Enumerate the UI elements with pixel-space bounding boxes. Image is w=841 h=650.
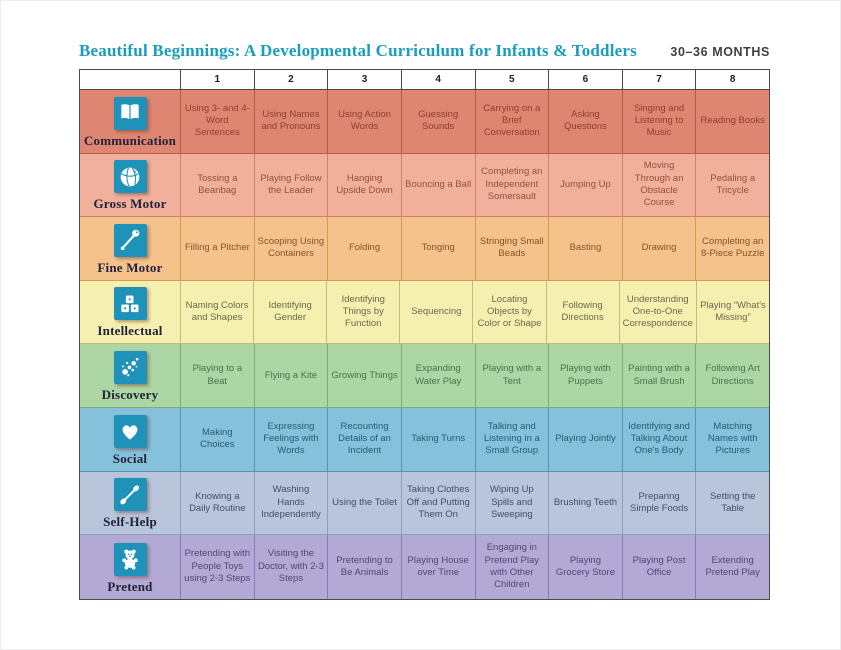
- row-label: Self-Help: [103, 514, 157, 530]
- title-bar: [79, 41, 770, 61]
- column-header-row: [80, 70, 769, 90]
- column-header: 3: [327, 70, 401, 89]
- activity-cell: Following Art Directions: [695, 344, 769, 407]
- row-gross-motor: [80, 154, 769, 218]
- curriculum-table: [79, 69, 770, 600]
- activity-cell: Engaging in Pretend Play with Other Children: [475, 535, 549, 599]
- column-header: 6: [548, 70, 622, 89]
- activity-cell: Taking Turns: [401, 408, 475, 471]
- activity-cell: Visiting the Doctor, with 2-3 Steps: [254, 535, 328, 599]
- activity-cell: Pretending to Be Animals: [327, 535, 401, 599]
- activity-cell: Locating Objects by Color or Shape: [472, 281, 545, 344]
- column-header: 7: [622, 70, 696, 89]
- row-label-cell: [80, 408, 180, 471]
- activity-cell: Playing “What's Missing”: [696, 281, 769, 344]
- activity-cell: Brushing Teeth: [548, 472, 622, 535]
- blocks-icon: [114, 287, 147, 320]
- activity-cell: Preparing Simple Foods: [622, 472, 696, 535]
- activity-cell: Washing Hands Independently: [254, 472, 328, 535]
- row-label: Intellectual: [97, 323, 163, 339]
- row-label-cell: [80, 90, 180, 153]
- activity-cell: Identifying and Talking About One's Body: [622, 408, 696, 471]
- activity-cell: Knowing a Daily Routine: [180, 472, 254, 535]
- activity-cell: Recounting Details of an Incident: [327, 408, 401, 471]
- activity-cell: Setting the Table: [695, 472, 769, 535]
- activity-cell: Painting with a Small Brush: [622, 344, 696, 407]
- activity-cell: Extending Pretend Play: [695, 535, 769, 599]
- activity-cell: Flying a Kite: [254, 344, 328, 407]
- activity-cell: Scooping Using Containers: [254, 217, 328, 280]
- activity-cell: Using 3- and 4- Word Sentences: [180, 90, 254, 153]
- activity-cell: Matching Names with Pictures: [695, 408, 769, 471]
- activity-cell: Talking and Listening in a Small Group: [475, 408, 549, 471]
- row-intellectual: [80, 281, 769, 345]
- header-corner-cell: [80, 70, 180, 89]
- activity-cell: Using Action Words: [327, 90, 401, 153]
- page-title: Beautiful Beginnings: A Developmental Curriculum for Infants & Toddlers: [79, 41, 637, 60]
- activity-cell: Expanding Water Play: [401, 344, 475, 407]
- activity-cell: Playing with Puppets: [548, 344, 622, 407]
- activity-cell: Completing an 8-Piece Puzzle: [695, 217, 769, 280]
- activity-cell: Using Names and Pronouns: [254, 90, 328, 153]
- activity-cell: Hanging Upside Down: [327, 154, 401, 217]
- activity-cell: Basting: [548, 217, 622, 280]
- row-label: Pretend: [107, 578, 153, 594]
- activity-cell: Playing to a Beat: [180, 344, 254, 407]
- heart-icon: [114, 415, 147, 448]
- column-header: 1: [180, 70, 254, 89]
- row-discovery: [80, 344, 769, 408]
- activity-cell: Tonging: [401, 217, 475, 280]
- column-header: 8: [695, 70, 769, 89]
- activity-cell: Naming Colors and Shapes: [180, 281, 253, 344]
- row-self-help: [80, 472, 769, 536]
- activity-cell: Completing an Independent Somersault: [475, 154, 549, 217]
- activity-cell: Tossing a Beanbag: [180, 154, 254, 217]
- activity-cell: Moving Through an Obstacle Course: [622, 154, 696, 217]
- activity-cell: Identifying Things by Function: [326, 281, 399, 344]
- activity-cell: Filling a Pitcher: [180, 217, 254, 280]
- activity-cell: Folding: [327, 217, 401, 280]
- row-pretend: [80, 535, 769, 599]
- activity-cell: Using the Toilet: [327, 472, 401, 535]
- activity-cell: Jumping Up: [548, 154, 622, 217]
- activity-cell: Making Choices: [180, 408, 254, 471]
- row-social: [80, 408, 769, 472]
- activity-cell: Pedaling a Tricycle: [695, 154, 769, 217]
- activity-cell: Identifying Gender: [253, 281, 326, 344]
- row-label-cell: [80, 535, 180, 599]
- row-label-cell: [80, 154, 180, 217]
- row-label-cell: [80, 281, 180, 344]
- activity-cell: Asking Questions: [548, 90, 622, 153]
- activity-cell: Stringing Small Beads: [475, 217, 549, 280]
- row-label: Fine Motor: [97, 259, 163, 275]
- row-fine-motor: [80, 217, 769, 281]
- row-label-cell: [80, 217, 180, 280]
- column-header: 5: [475, 70, 549, 89]
- activity-cell: Playing with a Tent: [475, 344, 549, 407]
- book-icon: [114, 97, 147, 130]
- column-header: 4: [401, 70, 475, 89]
- column-header: 2: [254, 70, 328, 89]
- activity-cell: Playing Jointly: [548, 408, 622, 471]
- month-range: 30–36 MONTHS: [670, 45, 770, 59]
- rattle-icon: [114, 224, 147, 257]
- bubbles-icon: [114, 351, 147, 384]
- activity-cell: Singing and Listening to Music: [622, 90, 696, 153]
- row-communication: [80, 90, 769, 154]
- activity-cell: Wiping Up Spills and Sweeping: [475, 472, 549, 535]
- spoon-icon: [114, 478, 147, 511]
- activity-cell: Reading Books: [695, 90, 769, 153]
- row-label: Gross Motor: [93, 196, 167, 212]
- activity-cell: Playing Follow the Leader: [254, 154, 328, 217]
- activity-cell: Sequencing: [399, 281, 472, 344]
- activity-cell: Pretending with People Toys using 2-3 Steps: [180, 535, 254, 599]
- row-label-cell: [80, 344, 180, 407]
- teddy-bear-icon: [114, 543, 147, 576]
- ball-icon: [114, 160, 147, 193]
- activity-cell: Playing Post Office: [622, 535, 696, 599]
- activity-cell: Expressing Feelings with Words: [254, 408, 328, 471]
- activity-cell: Playing Grocery Store: [548, 535, 622, 599]
- activity-cell: Guessing Sounds: [401, 90, 475, 153]
- activity-cell: Bouncing a Ball: [401, 154, 475, 217]
- activity-cell: Playing House over Time: [401, 535, 475, 599]
- activity-cell: Taking Clothes Off and Putting Them On: [401, 472, 475, 535]
- activity-cell: Drawing: [622, 217, 696, 280]
- row-label: Social: [112, 450, 148, 466]
- row-label: Discovery: [101, 386, 159, 402]
- activity-cell: Following Directions: [546, 281, 619, 344]
- activity-cell: Understanding One-to-One Correspondence: [619, 281, 696, 344]
- row-label: Communication: [83, 132, 177, 148]
- row-label-cell: [80, 472, 180, 535]
- activity-cell: Growing Things: [327, 344, 401, 407]
- activity-cell: Carrying on a Brief Conversation: [475, 90, 549, 153]
